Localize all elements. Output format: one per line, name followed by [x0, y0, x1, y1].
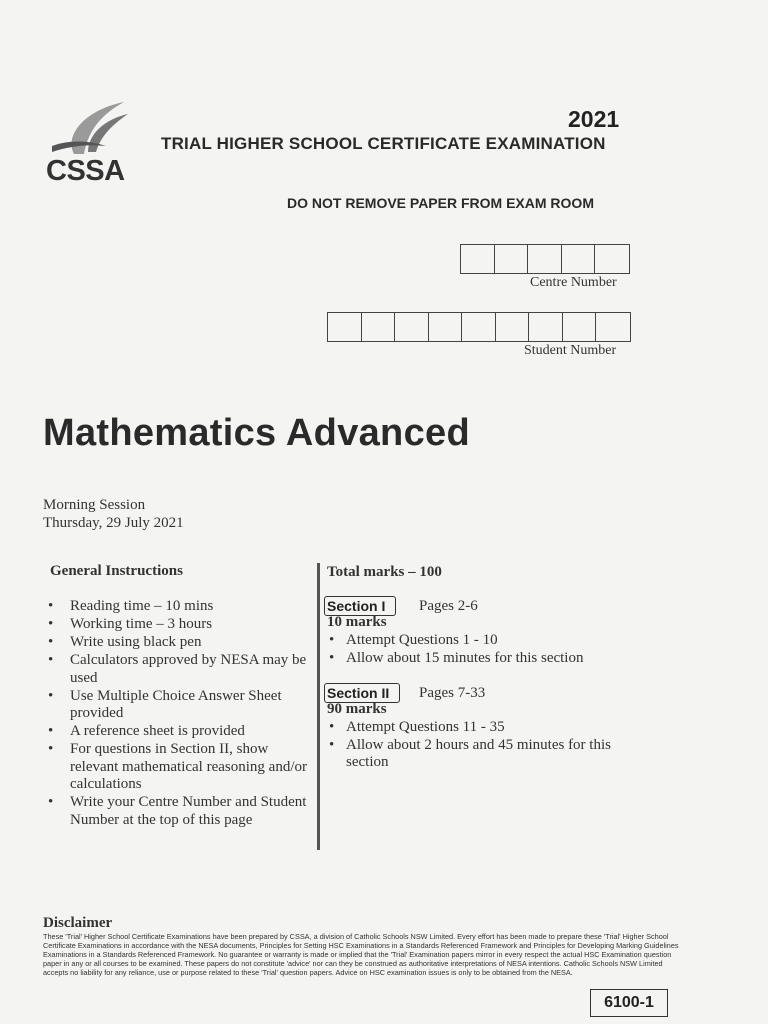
student-number-digit-box[interactable]: [462, 313, 496, 341]
session-date: Thursday, 29 July 2021: [43, 515, 184, 531]
cssa-logo-text: CSSA: [46, 155, 125, 187]
instruction-item: • Use Multiple Choice Answer Sheet provided: [48, 688, 318, 723]
section-2-pages: Pages 7-33: [419, 685, 486, 701]
section-1-badge: [324, 596, 396, 616]
exam-room-notice: DO NOT REMOVE PAPER FROM EXAM ROOM: [287, 195, 594, 211]
instruction-item: • Reading time – 10 mins: [48, 598, 318, 616]
instruction-item: • Write your Centre Number and Student Number at the top of this page: [48, 794, 318, 829]
student-number-boxes[interactable]: [327, 312, 631, 342]
section-2-list: [327, 719, 637, 772]
centre-number-digit-box[interactable]: [495, 245, 529, 273]
column-divider: [317, 563, 320, 850]
section-1-marks: 10 marks: [327, 614, 387, 630]
disclaimer-text: These 'Trial' Higher School Certificate Examinations have been prepared by CSSA, a division of Catholic Schools NSW Limited. Every effort has been made to prepare these 'Trial' Higher School Certificate Examinations in accordance with the NESA documents, Principles for Setting HSC Examinations in a Standards Referenced Framework and Principles for Developing Marking Guidelines Examinations in a Standards Referenced Framework. No guarantee or warranty is made or implied that the 'Trial' Examination papers mirror in every respect the actual HSC Examination question paper in any or all courses to be examined. These papers do not constitute 'advice' nor can they be construed as authoritative interpretations of NESA intentions. Catholic Schools NSW Limited accepts no liability for any reliance, use or purpose related to these 'Trial' question papers. Advice on HSC examination issues is only to be obtained from the NESA.: [43, 932, 679, 977]
student-number-digit-box[interactable]: [429, 313, 463, 341]
section-1-pages: Pages 2-6: [419, 598, 478, 614]
disclaimer-title: Disclaimer: [43, 915, 113, 931]
general-instructions-title: General Instructions: [50, 563, 183, 579]
student-number-digit-box[interactable]: [496, 313, 530, 341]
instruction-item: • For questions in Section II, show relevant mathematical reasoning and/or calculations: [48, 741, 318, 794]
session-time: Morning Session: [43, 497, 146, 513]
general-instructions-list: [48, 598, 318, 830]
section-1-list: [327, 632, 637, 667]
centre-number-digit-box[interactable]: [562, 245, 596, 273]
section-1-label: Section I: [324, 596, 396, 616]
student-number-digit-box[interactable]: [395, 313, 429, 341]
centre-number-digit-box[interactable]: [595, 245, 629, 273]
subject-title: Mathematics Advanced: [43, 412, 470, 454]
centre-number-boxes[interactable]: [460, 244, 630, 274]
total-marks: Total marks – 100: [327, 564, 442, 580]
student-number-label: Student Number: [524, 343, 617, 358]
exam-year: 2021: [568, 106, 620, 132]
centre-number-digit-box[interactable]: [461, 245, 495, 273]
section-2-item: • Allow about 2 hours and 45 minutes for this section: [327, 737, 637, 772]
centre-number-digit-box[interactable]: [528, 245, 562, 273]
instruction-item: • Write using black pen: [48, 634, 318, 652]
student-number-digit-box[interactable]: [563, 313, 597, 341]
section-2-label: Section II: [324, 683, 400, 703]
student-number-digit-box[interactable]: [328, 313, 362, 341]
instruction-item: • Calculators approved by NESA may be used: [48, 652, 318, 687]
centre-number-label: Centre Number: [530, 275, 617, 290]
student-number-digit-box[interactable]: [529, 313, 563, 341]
instruction-item: • Working time – 3 hours: [48, 616, 318, 634]
section-2-marks: 90 marks: [327, 701, 387, 717]
student-number-digit-box[interactable]: [596, 313, 630, 341]
section-1-item: • Attempt Questions 1 - 10: [327, 632, 637, 650]
paper-code: 6100-1: [590, 989, 668, 1017]
section-1-item: • Allow about 15 minutes for this section: [327, 650, 637, 668]
instruction-item: • A reference sheet is provided: [48, 723, 318, 741]
section-2-badge: [324, 683, 400, 703]
section-2-item: • Attempt Questions 11 - 35: [327, 719, 637, 737]
session-info: [43, 496, 184, 532]
exam-title: TRIAL HIGHER SCHOOL CERTIFICATE EXAMINATION: [161, 134, 606, 153]
student-number-digit-box[interactable]: [362, 313, 396, 341]
